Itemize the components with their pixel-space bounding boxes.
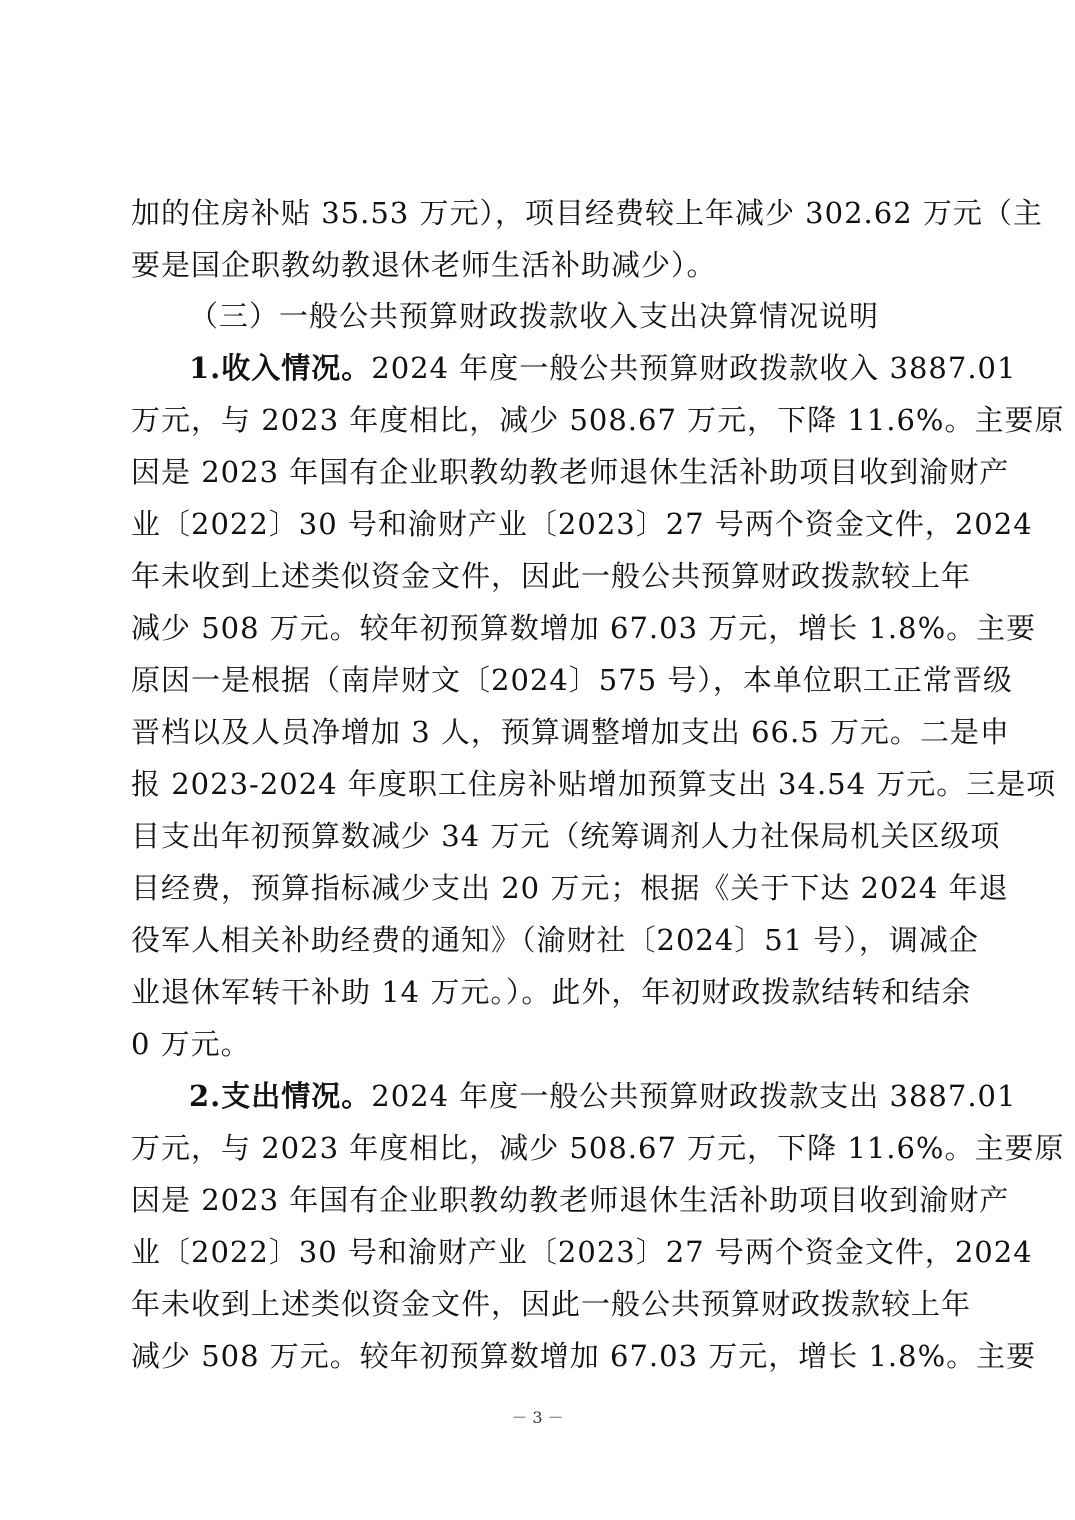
paragraph-line: 0 万元。 — [131, 1027, 251, 1061]
page-number: － 3 － — [511, 1408, 564, 1427]
paragraph-line: 晋档以及人员净增加 3 人，预算调整增加支出 66.5 万元。二是申 — [131, 715, 1010, 749]
paragraph-line-first — [189, 1076, 1017, 1116]
paragraph-line-rest: 2024 年度一般公共预算财政拨款收入 3887.01 — [371, 351, 1017, 385]
paragraph-line: 目支出年初预算数减少 34 万元（统筹调剂人力社保局机关区级项 — [131, 819, 1001, 853]
paragraph-line: 因是 2023 年国有企业职教幼教老师退休生活补助项目收到渝财产 — [131, 455, 1010, 489]
paragraph-line: 万元，与 2023 年度相比，减少 508.67 万元，下降 11.6%。主要原 — [131, 403, 1065, 437]
paragraph-line: 要是国企职教幼教退休老师生活补助减少）。 — [131, 248, 717, 282]
paragraph-line: 业退休军转干补助 14 万元。）。此外，年初财政拨款结转和结余 — [131, 975, 972, 1009]
income-heading: 1.收入情况。 — [189, 351, 372, 385]
paragraph-line: 目经费，预算指标减少支出 20 万元；根据《关于下达 2024 年退 — [131, 871, 1009, 905]
paragraph-line: 业〔2022〕30 号和渝财产业〔2023〕27 号两个资金文件，2024 — [131, 507, 1033, 541]
paragraph-line-first — [189, 348, 1017, 388]
expense-heading: 2.支出情况。 — [189, 1079, 372, 1113]
paragraph-line: 年未收到上述类似资金文件，因此一般公共预算财政拨款较上年 — [131, 1287, 972, 1321]
paragraph-line: 加的住房补贴 35.53 万元），项目经费较上年减少 302.62 万元（主 — [131, 196, 1043, 230]
paragraph-line: 报 2023-2024 年度职工住房补贴增加预算支出 34.54 万元。三是项 — [131, 767, 1057, 801]
paragraph-line-rest: 2024 年度一般公共预算财政拨款支出 3887.01 — [371, 1079, 1017, 1113]
paragraph-line: 原因一是根据（南岸财文〔2024〕575 号），本单位职工正常晋级 — [131, 663, 1013, 697]
paragraph-line: 年未收到上述类似资金文件，因此一般公共预算财政拨款较上年 — [131, 559, 972, 593]
paragraph-line: 役军人相关补助经费的通知》（渝财社〔2024〕51 号），调减企 — [131, 923, 979, 957]
paragraph-line: 减少 508 万元。较年初预算数增加 67.03 万元，增长 1.8%。主要 — [131, 611, 1037, 645]
paragraph-line: 因是 2023 年国有企业职教幼教老师退休生活补助项目收到渝财产 — [131, 1183, 1010, 1217]
paragraph-line: 减少 508 万元。较年初预算数增加 67.03 万元，增长 1.8%。主要 — [131, 1339, 1037, 1373]
section-heading: （三）一般公共预算财政拨款收入支出决算情况说明 — [189, 299, 880, 333]
paragraph-line: 万元，与 2023 年度相比，减少 508.67 万元，下降 11.6%。主要原 — [131, 1131, 1065, 1165]
paragraph-line: 业〔2022〕30 号和渝财产业〔2023〕27 号两个资金文件，2024 — [131, 1235, 1033, 1269]
